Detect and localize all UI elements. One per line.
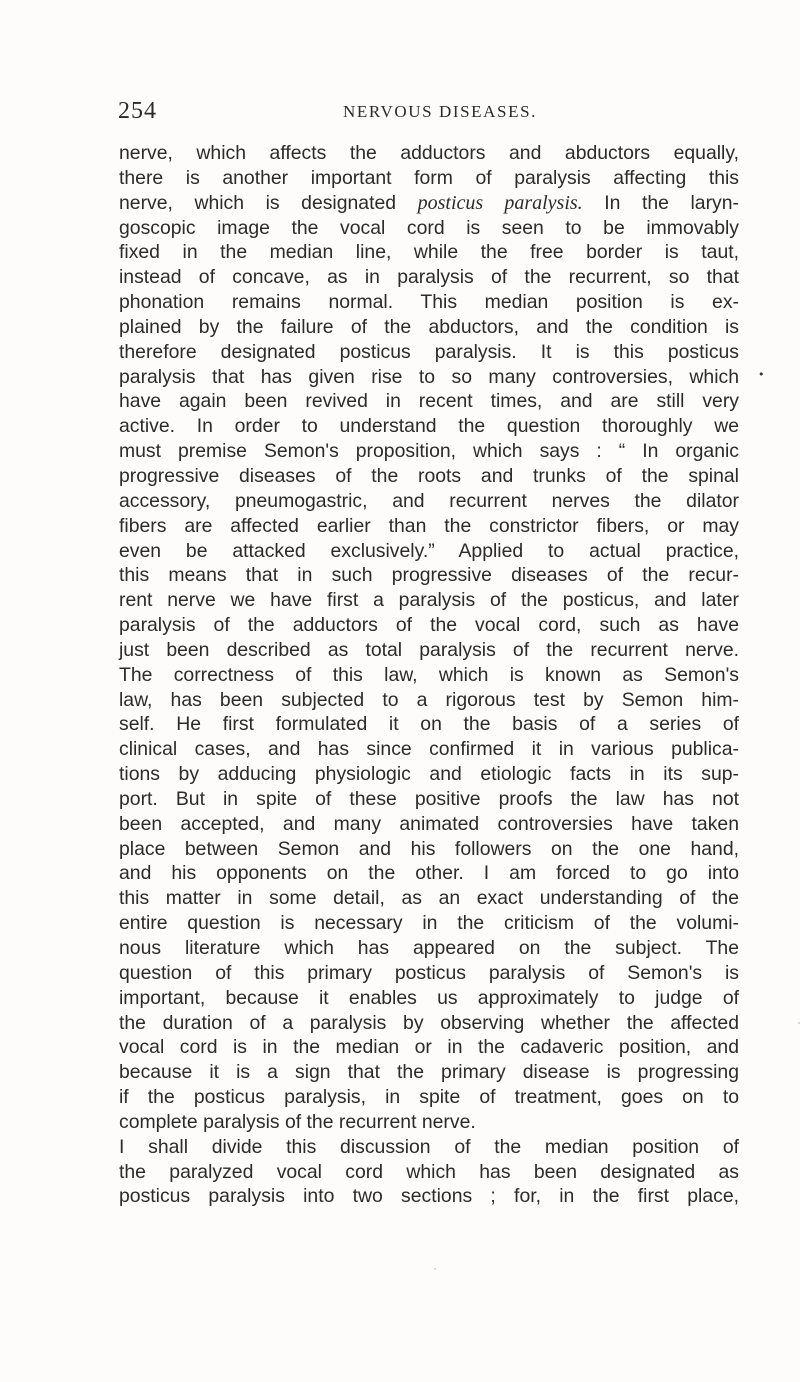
text-segment: complete paralysis of the recurrent nerve.	[119, 1110, 476, 1133]
text-segment: tions by adducing physiologic and etiologic facts in its sup-	[119, 763, 739, 786]
text-line	[119, 464, 739, 489]
text-segment: vocal cord is in the median or in the cadaveric position, and	[119, 1036, 739, 1059]
italic-term: posticus paralysis.	[417, 191, 583, 214]
text-segment: if the posticus paralysis, in spite of treatment, goes on to	[119, 1086, 739, 1109]
text-line	[119, 514, 739, 539]
text-segment: have again been revived in recent times, and are still very	[119, 390, 739, 413]
text-line	[119, 439, 739, 464]
text-segment: progressive diseases of the roots and trunks of the spinal	[119, 464, 739, 487]
text-segment: the paralyzed vocal cord which has been designated as	[119, 1160, 739, 1183]
text-segment: because it is a sign that the primary disease is progressing	[119, 1061, 739, 1084]
text-segment: self. He first formulated it on the basis of a series of	[119, 713, 739, 736]
text-line	[119, 1085, 739, 1110]
text-segment: plained by the failure of the abductors, and the condition is	[119, 315, 739, 338]
text-segment: place between Semon and his followers on the one hand,	[119, 837, 739, 860]
text-line	[119, 563, 739, 588]
text-segment: In the laryn-	[582, 191, 739, 214]
paper-speck	[434, 1268, 436, 1270]
text-segment: nerve, which is designated	[119, 191, 418, 214]
text-segment: law, has been subjected to a rigorous test by Semon him-	[119, 688, 739, 711]
text-segment: rent nerve we have first a paralysis of the posticus, and later	[119, 589, 739, 612]
text-line	[119, 1160, 739, 1185]
text-line	[119, 986, 739, 1011]
text-segment: just been described as total paralysis of the recurrent nerve.	[119, 638, 739, 661]
text-line	[119, 837, 739, 862]
text-line	[119, 712, 739, 737]
text-line	[119, 936, 739, 961]
text-segment: instead of concave, as in paralysis of the recurrent, so that	[119, 266, 739, 289]
text-segment: important, because it enables us approximately to judge of	[119, 986, 739, 1009]
page-number: 254	[118, 98, 157, 124]
text-segment: the duration of a paralysis by observing whether the affected	[119, 1011, 739, 1034]
text-line	[119, 1011, 739, 1036]
text-segment: must premise Semon's proposition, which says : “ In organic	[119, 440, 739, 463]
text-segment: therefore designated posticus paralysis. It is this posticus	[119, 340, 739, 363]
text-segment: fibers are affected earlier than the constrictor fibers, or may	[119, 514, 739, 537]
text-line	[119, 886, 739, 911]
text-line	[119, 191, 739, 216]
text-segment: port. But in spite of these positive proofs the law has not	[119, 787, 739, 810]
text-line	[119, 663, 739, 688]
text-line	[119, 762, 739, 787]
text-line	[119, 240, 739, 265]
text-line	[119, 414, 739, 439]
text-line	[119, 539, 739, 564]
text-segment: question of this primary posticus paralysis of Semon's is	[119, 961, 739, 984]
body-text	[119, 141, 739, 1209]
text-line	[119, 613, 739, 638]
text-segment: goscopic image the vocal cord is seen to be immovably	[119, 216, 739, 239]
text-line	[119, 737, 739, 762]
text-segment: been accepted, and many animated controversies have taken	[119, 812, 739, 835]
text-segment: and his opponents on the other. I am forced to go into	[119, 862, 739, 885]
text-segment: nous literature which has appeared on the subject. The	[119, 937, 739, 959]
text-segment: The correctness of this law, which is known as Semon's	[119, 663, 739, 686]
text-segment: I shall divide this discussion of the median position of	[119, 1135, 739, 1158]
text-segment: active. In order to understand the question thoroughly we	[119, 415, 739, 438]
text-line	[119, 588, 739, 613]
text-line	[119, 1135, 739, 1160]
text-line	[119, 340, 739, 365]
text-line	[119, 389, 739, 414]
text-segment: even be attacked exclusively.” Applied to actual practice,	[119, 539, 739, 562]
text-line	[119, 861, 739, 886]
margin-mark: •	[758, 368, 765, 381]
text-line	[119, 812, 739, 837]
text-segment: phonation remains normal. This median position is ex-	[119, 291, 739, 314]
text-line	[119, 365, 739, 390]
text-segment: nerve, which affects the adductors and abductors equally,	[119, 142, 739, 164]
text-segment: posticus paralysis into two sections ; for, in the first place,	[119, 1185, 739, 1208]
page-header	[118, 98, 738, 128]
text-segment: paralysis that has given rise to so many controversies, which	[119, 365, 739, 388]
text-segment: fixed in the median line, while the free border is taut,	[119, 241, 739, 264]
text-segment: accessory, pneumogastric, and recurrent nerves the dilator	[119, 489, 739, 512]
text-line	[119, 638, 739, 663]
text-segment: this means that in such progressive diseases of the recur-	[119, 564, 739, 587]
text-line	[119, 489, 739, 514]
text-line	[119, 141, 739, 166]
text-line	[119, 961, 739, 986]
text-segment: there is another important form of paralysis affecting this	[119, 166, 739, 189]
text-line	[119, 1060, 739, 1085]
running-head: NERVOUS DISEASES.	[343, 102, 537, 121]
text-line	[119, 166, 739, 191]
text-line	[119, 315, 739, 340]
text-segment: entire question is necessary in the criticism of the volumi-	[119, 912, 739, 935]
text-segment: paralysis of the adductors of the vocal cord, such as have	[119, 614, 739, 637]
text-line	[119, 290, 739, 315]
text-line	[119, 216, 739, 241]
text-segment: this matter in some detail, as an exact understanding of the	[119, 887, 739, 910]
text-line	[119, 787, 739, 812]
text-line	[119, 1035, 739, 1060]
text-line	[119, 688, 739, 713]
text-segment: clinical cases, and has since confirmed it in various publica-	[119, 738, 739, 761]
text-line	[119, 1110, 739, 1135]
text-line	[119, 911, 739, 936]
text-line	[119, 265, 739, 290]
text-line	[119, 1184, 739, 1209]
